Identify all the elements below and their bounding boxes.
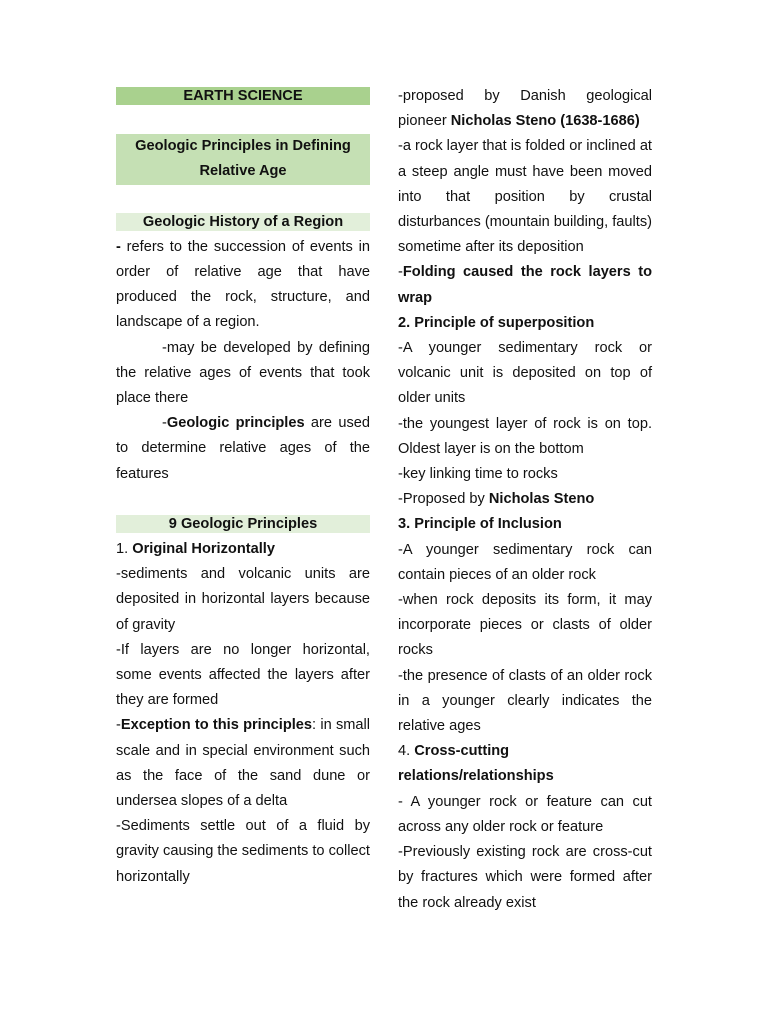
history-paragraph-3-bold: Geologic principles	[166, 415, 305, 432]
folding-paragraph-pre: -	[398, 264, 403, 281]
principle-4-point-b: -Previously existing rock are cross-cut by fractures which were formed after the rock already exist	[398, 844, 652, 911]
steno-name-bold: Nicholas Steno (1638-1686)	[450, 113, 640, 130]
section-heading-principles: 9 Geologic Principles	[116, 515, 370, 533]
principle-1-point-a: -sediments and volcanic units are deposited in horizontal layers because of gravity	[116, 566, 370, 633]
document-title: EARTH SCIENCE	[116, 87, 370, 105]
principle-3-title	[398, 512, 652, 537]
principle-3-name: 3. Principle of Inclusion	[398, 516, 562, 533]
folding-paragraph-bold: Folding caused the rock layers to wrap	[398, 264, 652, 306]
principle-2-point-d-pre: -Proposed by	[398, 491, 489, 508]
principle-1-point-c-post: : in small scale and in special environment such as the face of the sand dune or undersea slopes of a delta	[116, 717, 371, 810]
principle-3-point-b: -when rock deposits its form, it may incorporate pieces or clasts of older rocks	[398, 592, 652, 659]
principle-2-point-b: -the youngest layer of rock is on top. Oldest layer is on the bottom	[398, 415, 652, 457]
principle-1-point-c	[116, 713, 370, 814]
principle-3-point-c: -the presence of clasts of an older rock in a younger clearly indicates the relative ages	[398, 667, 652, 735]
principle-1-point-b: -If layers are no longer horizontal, some events affected the layers after they are formed	[116, 641, 370, 709]
principle-2-point-d-bold: Nicholas Steno	[488, 491, 595, 508]
history-paragraph-3	[116, 411, 370, 487]
principle-1-name: Original Horizontally	[132, 541, 275, 557]
dash-bold: -	[116, 238, 121, 255]
steno-paragraph	[398, 84, 652, 134]
principle-3-point-a: -A younger sedimentary rock can contain pieces of an older rock	[398, 541, 652, 583]
folded-layer-paragraph: -a rock layer that is folded or inclined at a steep angle must have been moved into that position by crustal disturbances (mountain building, faults) sometime after its deposition	[398, 138, 652, 256]
history-paragraph-3-pre: -	[162, 415, 167, 432]
principle-1-point-d: -Sediments settle out of a fluid by gravity causing the sediments to collect horizontally	[116, 818, 370, 885]
steno-paragraph-pre: -proposed by Danish geological pioneer	[398, 88, 652, 130]
principle-1-point-c-pre: -	[116, 717, 121, 734]
principle-4-number: 4.	[398, 743, 415, 760]
history-paragraph-1	[116, 235, 370, 336]
history-paragraph-3-post: are used to determine relative ages of the features	[116, 415, 370, 482]
history-paragraph-2: -may be developed by defining the relative ages of events that took place there	[116, 339, 370, 406]
principle-1-point-c-bold: Exception to this principles	[120, 717, 313, 734]
left-column	[116, 84, 370, 890]
principle-4-point-a: - A younger rock or feature can cut across any older rock or feature	[398, 793, 652, 835]
principle-1-title	[116, 537, 370, 562]
principle-1-number: 1.	[116, 541, 133, 557]
section-heading-history: Geologic History of a Region	[116, 213, 370, 231]
folding-paragraph	[398, 260, 652, 310]
principle-2-point-d	[398, 487, 652, 512]
principle-2-point-a: -A younger sedimentary rock or volcanic unit is deposited on top of older units	[398, 340, 652, 407]
principle-2-name: 2. Principle of superposition	[398, 314, 595, 331]
principle-4-name: Cross-cutting relations/relationships	[398, 743, 554, 785]
principle-2-point-c: -key linking time to rocks	[398, 466, 558, 483]
history-paragraph-1-text: refers to the succession of events in order of relative age that have produced the rock, structure, and landscape of a region.	[116, 238, 370, 331]
principle-2-title	[398, 311, 652, 336]
right-column	[398, 84, 652, 916]
document-subtitle: Geologic Principles in Defining Relative Age	[116, 134, 370, 184]
principle-4-title	[398, 739, 652, 789]
